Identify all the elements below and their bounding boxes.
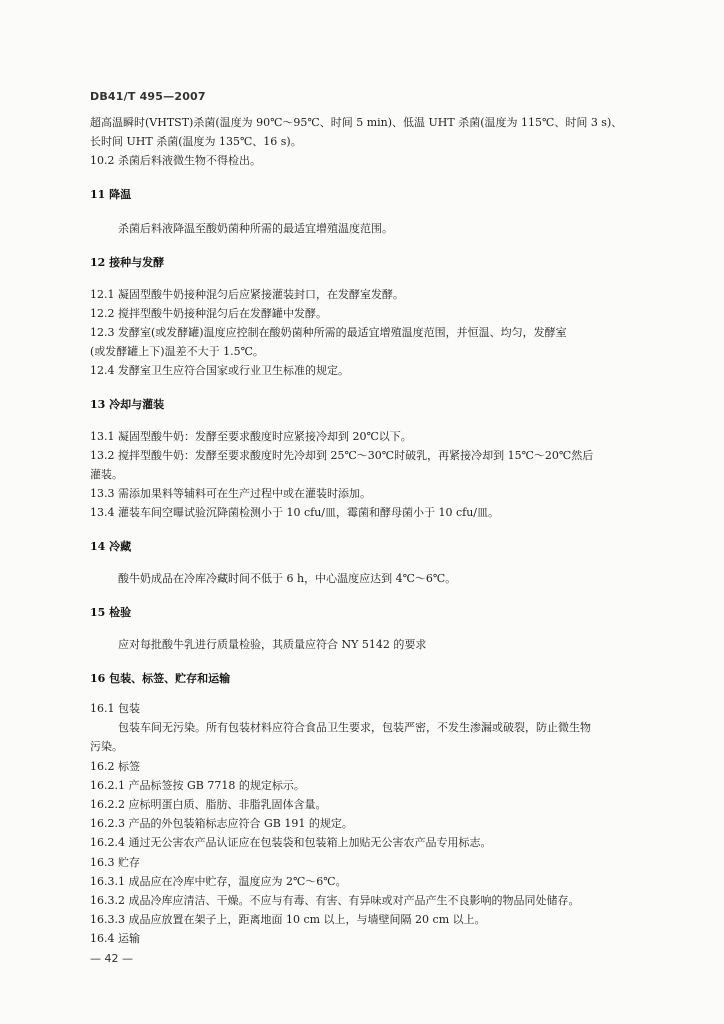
clause-13-2: 13.2 搅拌型酸牛奶：发酵至要求酸度时先冷却到 25℃～30℃时破乳，再紧接冷却到 15℃～20℃然后 xyxy=(90,449,594,462)
clause-13-4: 13.4 灌装车间空曝试验沉降菌检测小于 10 cfu/皿，霉菌和酵母菌小于 10 cfu/皿。 xyxy=(90,506,500,519)
clause-16-3: 16.3 贮存 xyxy=(90,856,140,869)
clause-16-2: 16.2 标签 xyxy=(90,760,140,773)
clause-16-3-3: 16.3.3 成品应放置在架子上，距离地面 10 cm 以上，与墙壁间隔 20 cm 以上。 xyxy=(90,913,486,926)
clause-16-1: 16.1 包装 xyxy=(90,702,140,715)
page-number: — 42 — xyxy=(90,952,133,965)
section-15-title: 15 检验 xyxy=(90,606,132,619)
section-12-title: 12 接种与发酵 xyxy=(90,256,165,269)
clause-13-1: 13.1 凝固型酸牛奶：发酵至要求酸度时应紧接冷却到 20℃以下。 xyxy=(90,430,412,443)
clause-16-2-4: 16.2.4 通过无公害农产品认证应在包装袋和包装箱上加贴无公害农产品专用标志。 xyxy=(90,836,492,849)
paragraph-line: 杀菌后料液降温至酸奶菌种所需的最适宜增殖温度范围。 xyxy=(118,222,393,235)
clause-12-3: 12.3 发酵室(或发酵罐)温度应控制在酸奶菌种所需的最适宜增殖温度范围，并恒温、均匀，发酵室 xyxy=(90,326,567,339)
paragraph-line: 包装车间无污染。所有包装材料应符合食品卫生要求，包装严密，不发生渗漏或破裂，防止微生物 xyxy=(118,721,591,734)
clause-12-4: 12.4 发酵室卫生应符合国家或行业卫生标准的规定。 xyxy=(90,364,349,377)
standard-code-header: DB41/T 495—2007 xyxy=(90,90,206,103)
paragraph-line: 酸牛奶成品在冷库冷藏时间不低于 6 h，中心温度应达到 4℃～6℃。 xyxy=(118,572,457,585)
paragraph-line: 应对每批酸牛乳进行质量检验，其质量应符合 NY 5142 的要求 xyxy=(118,638,427,651)
paragraph-line: 长时间 UHT 杀菌(温度为 135℃、16 s)。 xyxy=(90,135,302,148)
clause-12-2: 12.2 搅拌型酸牛奶接种混匀后在发酵罐中发酵。 xyxy=(90,307,327,320)
paragraph-line: (或发酵罐上下)温差不大于 1.5℃。 xyxy=(90,345,264,358)
clause-13-3: 13.3 需添加果料等辅料可在生产过程中或在灌装时添加。 xyxy=(90,487,371,500)
clause-16-2-2: 16.2.2 应标明蛋白质、脂肪、非脂乳固体含量。 xyxy=(90,798,327,811)
clause-16-3-2: 16.3.2 成品冷库应清洁、干燥。不应与有毒、有害、有异味或对产品产生不良影响的物品同处储存。 xyxy=(90,894,580,907)
section-14-title: 14 冷藏 xyxy=(90,540,132,553)
section-11-title: 11 降温 xyxy=(90,188,132,201)
clause-16-2-1: 16.2.1 产品标签按 GB 7718 的规定标示。 xyxy=(90,779,305,792)
clause-16-4: 16.4 运输 xyxy=(90,932,140,945)
clause-12-1: 12.1 凝固型酸牛奶接种混匀后应紧接灌装封口，在发酵室发酵。 xyxy=(90,288,404,301)
clause-10-2: 10.2 杀菌后料液微生物不得检出。 xyxy=(90,154,261,167)
paragraph-line: 超高温瞬时(VHTST)杀菌(温度为 90℃～95℃、时间 5 min)、低温 UHT 杀菌(温度为 115℃、时间 3 s)、 xyxy=(90,116,623,129)
paragraph-line: 污染。 xyxy=(90,740,123,753)
section-16-title: 16 包装、标签、贮存和运输 xyxy=(90,672,231,685)
paragraph-line: 灌装。 xyxy=(90,468,123,481)
clause-16-3-1: 16.3.1 成品应在冷库中贮存，温度应为 2℃～6℃。 xyxy=(90,875,347,888)
section-13-title: 13 冷却与灌装 xyxy=(90,398,165,411)
clause-16-2-3: 16.2.3 产品的外包装箱标志应符合 GB 191 的规定。 xyxy=(90,817,353,830)
